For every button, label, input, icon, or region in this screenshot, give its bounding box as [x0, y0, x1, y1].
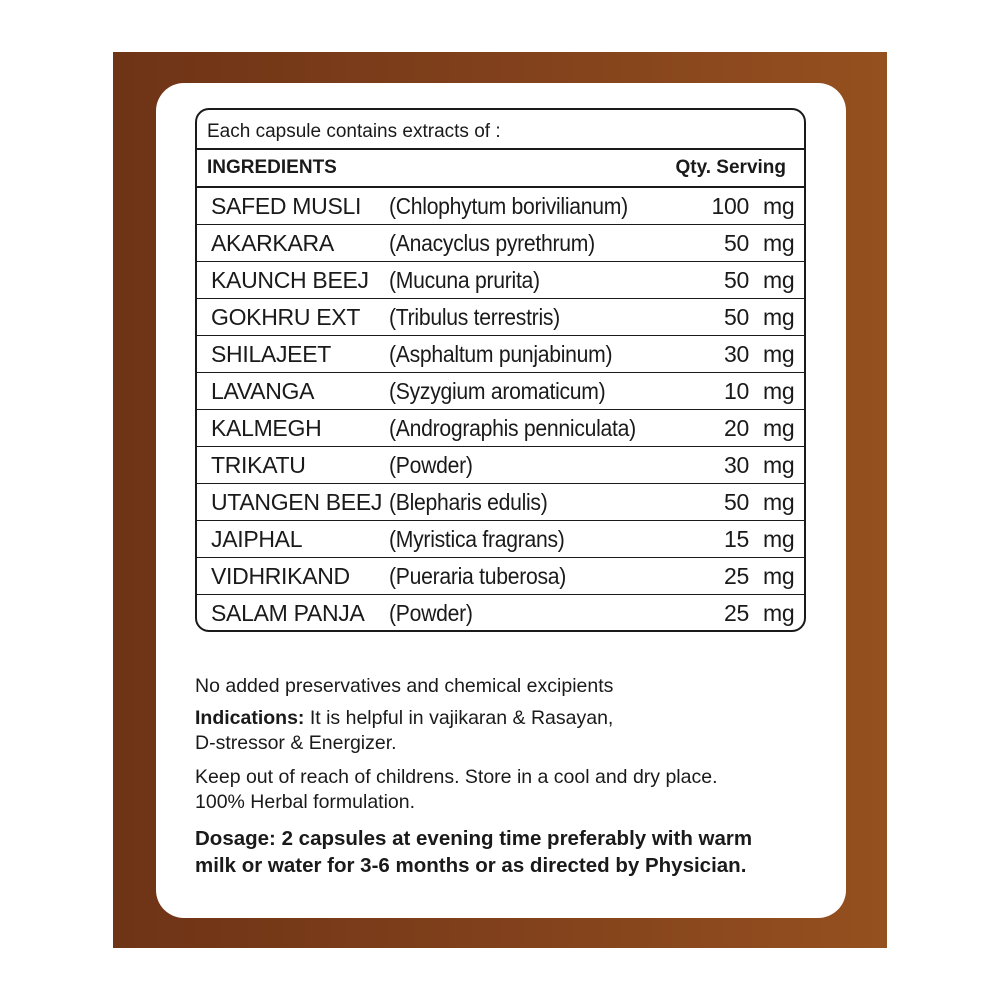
quantity-value: 30: [724, 340, 749, 367]
quantity-value: 25: [724, 600, 749, 626]
quantity-unit: mg: [763, 340, 795, 367]
dosage-text-2: milk or water for 3-6 months or as directed by Physician.: [195, 854, 747, 877]
no-preservatives-note: No added preservatives and chemical excipients: [195, 675, 614, 697]
ingredient-name: SHILAJEET: [211, 340, 332, 367]
table-row: [197, 595, 804, 632]
botanical-name: (Powder): [389, 451, 473, 478]
botanical-name: (Powder): [389, 600, 473, 626]
quantity-unit: mg: [763, 562, 795, 589]
botanical-name: (Asphaltum punjabinum): [389, 340, 613, 367]
quantity-unit: mg: [763, 488, 795, 515]
quantity-value: 50: [724, 229, 749, 256]
ingredient-name: SAFED MUSLI: [211, 192, 362, 219]
table-row: [197, 373, 804, 410]
quantity-value: 10: [724, 377, 749, 404]
ingredient-name: TRIKATU: [211, 451, 306, 478]
ingredient-name: VIDHRIKAND: [211, 562, 350, 589]
table-row: [197, 447, 804, 484]
indications-note: [195, 706, 835, 756]
header-ingredients: INGREDIENTS: [207, 157, 337, 178]
botanical-name: (Anacyclus pyrethrum): [389, 229, 595, 256]
quantity-unit: mg: [763, 414, 795, 441]
quantity-value: 15: [724, 525, 749, 552]
ingredient-name: UTANGEN BEEJ: [211, 488, 383, 515]
ingredient-name: KAUNCH BEEJ: [211, 266, 369, 293]
botanical-name: (Chlophytum borivilianum): [389, 192, 628, 219]
quantity-unit: mg: [763, 525, 795, 552]
quantity-unit: mg: [763, 229, 795, 256]
ingredient-name: JAIPHAL: [211, 525, 303, 552]
table-row: [197, 225, 804, 262]
notes-section: [195, 674, 835, 879]
ingredient-name: LAVANGA: [211, 377, 315, 404]
table-row: [197, 558, 804, 595]
ingredient-name: AKARKARA: [211, 229, 334, 256]
ingredient-name: GOKHRU EXT: [211, 303, 361, 330]
ingredient-name: SALAM PANJA: [211, 600, 365, 626]
quantity-value: 50: [724, 488, 749, 515]
table-row: [197, 336, 804, 373]
dosage-text-1: Dosage: 2 capsules at evening time preferably with warm: [195, 827, 753, 850]
table-header: [197, 150, 804, 188]
table-row: [197, 262, 804, 299]
botanical-name: (Tribulus terrestris): [389, 303, 560, 330]
botanical-name: (Mucuna prurita): [389, 266, 540, 293]
table-intro: Each capsule contains extracts of :: [197, 110, 804, 150]
storage-note: [195, 765, 835, 815]
dosage-note: [195, 825, 835, 879]
table-row: [197, 521, 804, 558]
quantity-unit: mg: [763, 266, 795, 293]
quantity-value: 100: [711, 192, 749, 219]
indications-text-2: D-stressor & Energizer.: [195, 732, 397, 754]
quantity-value: 25: [724, 562, 749, 589]
botanical-name: (Myristica fragrans): [389, 525, 565, 552]
table-row: [197, 484, 804, 521]
table-row: [197, 188, 804, 225]
ingredient-name: KALMEGH: [211, 414, 322, 441]
storage-text-1: Keep out of reach of childrens. Store in a cool and dry place.: [195, 766, 718, 788]
quantity-unit: mg: [763, 600, 795, 626]
header-qty-serving: Qty. Serving: [675, 157, 786, 178]
quantity-value: 20: [724, 414, 749, 441]
ingredients-table: [195, 108, 806, 632]
quantity-value: 50: [724, 303, 749, 330]
quantity-unit: mg: [763, 303, 795, 330]
table-row: [197, 410, 804, 447]
indications-text-1: It is helpful in vajikaran & Rasayan,: [304, 707, 614, 729]
botanical-name: (Andrographis penniculata): [389, 414, 636, 441]
storage-text-2: 100% Herbal formulation.: [195, 791, 416, 813]
botanical-name: (Pueraria tuberosa): [389, 562, 567, 589]
quantity-unit: mg: [763, 192, 795, 219]
quantity-unit: mg: [763, 377, 795, 404]
quantity-value: 50: [724, 266, 749, 293]
table-row: [197, 299, 804, 336]
botanical-name: (Blepharis edulis): [389, 488, 548, 515]
quantity-unit: mg: [763, 451, 795, 478]
quantity-value: 30: [724, 451, 749, 478]
botanical-name: (Syzygium aromaticum): [389, 377, 606, 404]
indications-label: Indications:: [195, 707, 305, 729]
table-body: [197, 188, 804, 632]
